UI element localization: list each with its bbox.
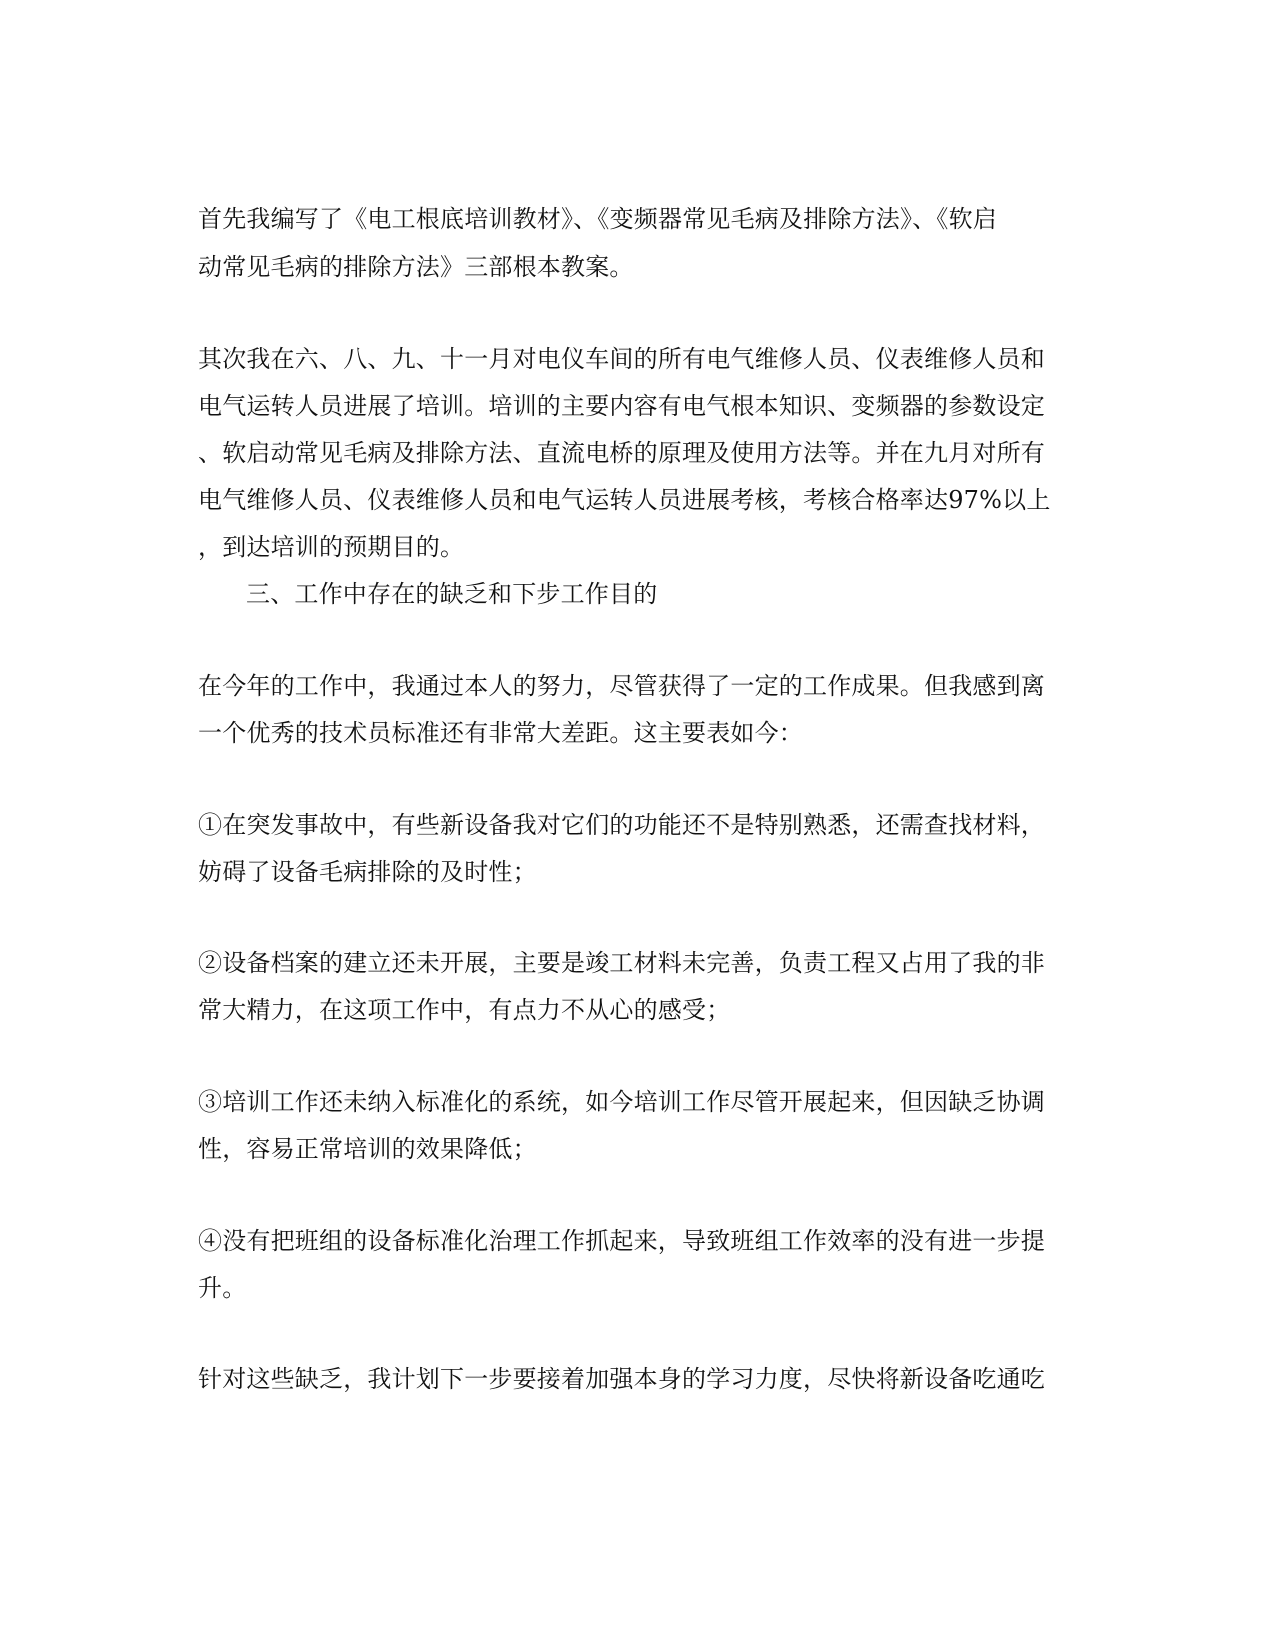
- list-item-4-line-1: ④没有把班组的设备标准化治理工作抓起来，导致班组工作效率的没有进一步提: [198, 1227, 1045, 1255]
- list-item-3-line-2: 性，容易正常培训的效果降低；: [198, 1135, 537, 1163]
- paragraph-4-line-1: 针对这些缺乏，我计划下一步要接着加强本身的学习力度，尽快将新设备吃通吃: [198, 1365, 1045, 1393]
- paragraph-2-line-2: 电气运转人员进展了培训。培训的主要内容有电气根本知识、变频器的参数设定: [198, 392, 1045, 420]
- paragraph-2-line-5: ，到达培训的预期目的。: [198, 533, 465, 561]
- list-item-1-line-2: 妨碍了设备毛病排除的及时性；: [198, 858, 537, 886]
- list-item-1-line-1: ①在突发事故中，有些新设备我对它们的功能还不是特别熟悉，还需查找材料，: [198, 811, 1045, 839]
- paragraph-1-line-2: 动常见毛病的排除方法》三部根本教案。: [198, 253, 634, 281]
- list-item-2-line-2: 常大精力，在这项工作中，有点力不从心的感受；: [198, 996, 731, 1024]
- paragraph-3-line-2: 一个优秀的技术员标准还有非常大差距。这主要表如今：: [198, 719, 803, 747]
- section-heading: 三、工作中存在的缺乏和下步工作目的: [246, 580, 658, 608]
- paragraph-3-line-1: 在今年的工作中，我通过本人的努力，尽管获得了一定的工作成果。但我感到离: [198, 672, 1045, 700]
- list-item-2-line-1: ②设备档案的建立还未开展，主要是竣工材料未完善，负责工程又占用了我的非: [198, 949, 1045, 977]
- paragraph-1-line-1: 首先我编写了《电工根底培训教材》、《变频器常见毛病及排除方法》、《软启: [198, 205, 997, 233]
- paragraph-2-line-4: 电气维修人员、仪表维修人员和电气运转人员进展考核，考核合格率达97%以上: [198, 486, 1051, 514]
- list-item-3-line-1: ③培训工作还未纳入标准化的系统，如今培训工作尽管开展起来，但因缺乏协调: [198, 1088, 1045, 1116]
- paragraph-2-line-1: 其次我在六、八、九、十一月对电仪车间的所有电气维修人员、仪表维修人员和: [198, 345, 1045, 373]
- list-item-4-line-2: 升。: [198, 1274, 247, 1302]
- paragraph-2-line-3: 、软启动常见毛病及排除方法、直流电桥的原理及使用方法等。并在九月对所有: [198, 439, 1045, 467]
